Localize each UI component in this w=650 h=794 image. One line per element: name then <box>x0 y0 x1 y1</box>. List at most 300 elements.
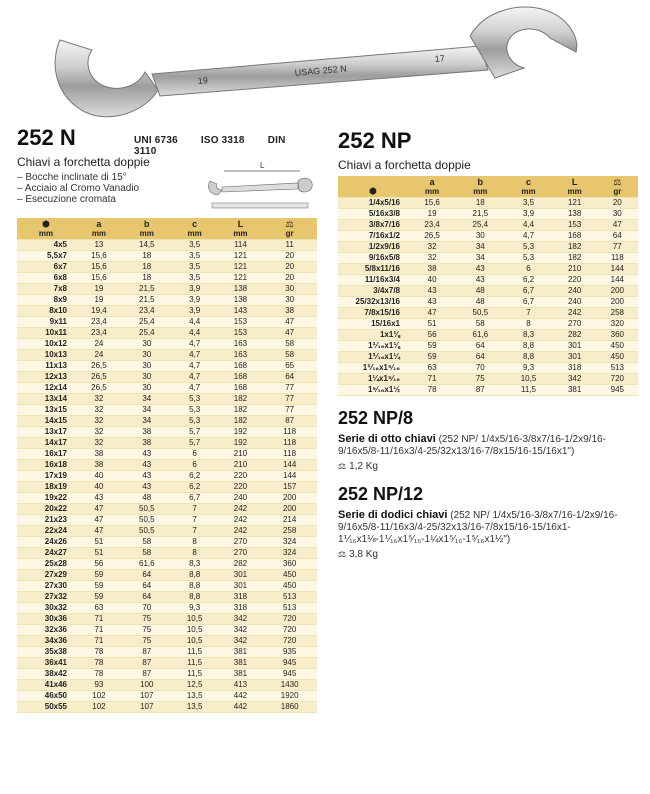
cell-weight: 945 <box>262 669 317 680</box>
cell-size: 6x7 <box>17 262 75 273</box>
cell-c: 11,5 <box>504 385 552 396</box>
col-weight-unit: gr <box>285 229 294 238</box>
cell-weight: 450 <box>597 352 638 363</box>
cell-length: 153 <box>553 220 597 231</box>
weight-icon: ⚖ <box>338 549 347 559</box>
cell-weight: 47 <box>262 328 317 339</box>
cell-size: 7/8x15/16 <box>338 308 408 319</box>
cell-size: 14x15 <box>17 416 75 427</box>
table-row <box>17 372 317 383</box>
cell-weight: 200 <box>597 286 638 297</box>
cell-length: 192 <box>219 427 263 438</box>
cell-weight: 157 <box>262 482 317 493</box>
cell-length: 182 <box>553 253 597 264</box>
cell-b: 87 <box>123 669 171 680</box>
cell-size: 10x11 <box>17 328 75 339</box>
cell-b: 58 <box>123 537 171 548</box>
cell-size: 1⅟₁₆x1⁵⁄₁₆ <box>338 363 408 374</box>
cell-a: 93 <box>75 680 123 691</box>
cell-c: 4,7 <box>171 361 219 372</box>
cell-size: 9x11 <box>17 317 75 328</box>
col-c-unit: mm <box>521 187 536 196</box>
inch-product-code: 252 NP <box>338 128 412 153</box>
cell-weight: 200 <box>262 493 317 504</box>
cell-size: 35x38 <box>17 647 75 658</box>
cell-size: 20x22 <box>17 504 75 515</box>
col-b-label: b <box>144 219 150 229</box>
cell-size: 30x32 <box>17 603 75 614</box>
cell-weight: 20 <box>597 198 638 209</box>
cell-length: 192 <box>219 438 263 449</box>
cell-b: 43 <box>456 264 504 275</box>
cell-b: 18 <box>123 262 171 273</box>
cell-length: 138 <box>219 284 263 295</box>
cell-length: 121 <box>219 262 263 273</box>
cell-c: 4,7 <box>171 383 219 394</box>
cell-size: 1¼x1⁵⁄₁₆ <box>338 374 408 385</box>
cell-weight: 324 <box>262 537 317 548</box>
cell-c: 4,7 <box>171 350 219 361</box>
cell-b: 25,4 <box>123 328 171 339</box>
cell-b: 43 <box>456 275 504 286</box>
cell-a: 26,5 <box>75 361 123 372</box>
cell-c: 4,4 <box>171 328 219 339</box>
cell-c: 6,7 <box>504 297 552 308</box>
cell-weight: 118 <box>262 427 317 438</box>
cell-length: 163 <box>219 350 263 361</box>
cell-b: 18 <box>456 198 504 209</box>
cell-a: 38 <box>75 449 123 460</box>
col-l-unit: mm <box>567 187 582 196</box>
col-b-unit: mm <box>473 187 488 196</box>
cell-a: 32 <box>75 416 123 427</box>
cell-c: 5,3 <box>171 405 219 416</box>
set-8-title: 252 NP/8 <box>338 408 414 428</box>
cell-c: 13,5 <box>171 702 219 713</box>
cell-length: 182 <box>219 394 263 405</box>
cell-c: 8,3 <box>171 559 219 570</box>
cell-a: 102 <box>75 702 123 713</box>
cell-b: 30 <box>123 372 171 383</box>
cell-length: 413 <box>219 680 263 691</box>
cell-weight: 1860 <box>262 702 317 713</box>
cell-c: 5,3 <box>504 253 552 264</box>
cell-c: 10,5 <box>171 625 219 636</box>
cell-size: 38x42 <box>17 669 75 680</box>
cell-weight: 11 <box>262 240 317 251</box>
cell-a: 32 <box>408 242 456 253</box>
col-c-label: c <box>192 219 198 229</box>
cell-size: 1⁵⁄₁₆x1½ <box>338 385 408 396</box>
cell-c: 10,5 <box>171 636 219 647</box>
cell-c: 3,9 <box>171 306 219 317</box>
cell-length: 318 <box>553 363 597 374</box>
wrench-dimension-diagram <box>202 157 317 217</box>
cell-size: 18x19 <box>17 482 75 493</box>
cell-size: 6x8 <box>17 273 75 284</box>
cell-length: 242 <box>553 308 597 319</box>
cell-a: 71 <box>75 614 123 625</box>
cell-weight: 87 <box>262 416 317 427</box>
cell-b: 50,5 <box>456 308 504 319</box>
cell-a: 23,4 <box>75 328 123 339</box>
cell-c: 8,8 <box>504 341 552 352</box>
cell-a: 56 <box>75 559 123 570</box>
table-row <box>338 330 638 341</box>
table-row <box>17 482 317 493</box>
cell-a: 15,6 <box>408 198 456 209</box>
cell-b: 43 <box>123 460 171 471</box>
cell-length: 240 <box>219 493 263 504</box>
cell-weight: 30 <box>262 284 317 295</box>
cell-length: 318 <box>219 592 263 603</box>
cell-weight: 58 <box>262 339 317 350</box>
cell-b: 43 <box>123 449 171 460</box>
cell-b: 50,5 <box>123 515 171 526</box>
cell-weight: 360 <box>597 330 638 341</box>
standard-din: DIN 3110 <box>134 135 286 157</box>
cell-c: 6,7 <box>504 286 552 297</box>
cell-a: 78 <box>75 669 123 680</box>
cell-a: 15,6 <box>75 273 123 284</box>
cell-length: 121 <box>219 273 263 284</box>
cell-c: 4,7 <box>504 231 552 242</box>
table-row <box>338 341 638 352</box>
cell-length: 182 <box>219 416 263 427</box>
set-12-weight-value: 3,8 Kg <box>349 549 378 560</box>
wrench-right-size: 17 <box>434 53 446 64</box>
product-code: 252 N <box>17 125 76 150</box>
cell-c: 5,3 <box>171 416 219 427</box>
cell-b: 34 <box>123 394 171 405</box>
cell-c: 8,8 <box>171 592 219 603</box>
cell-weight: 144 <box>597 275 638 286</box>
set-12-title: 252 NP/12 <box>338 484 424 504</box>
cell-weight: 64 <box>597 231 638 242</box>
cell-size: 1/2x9/16 <box>338 242 408 253</box>
table-row <box>338 253 638 264</box>
cell-b: 21,5 <box>456 209 504 220</box>
cell-c: 7 <box>171 515 219 526</box>
cell-c: 6,7 <box>171 493 219 504</box>
cell-length: 121 <box>219 251 263 262</box>
cell-size: 27x30 <box>17 581 75 592</box>
table-row <box>17 317 317 328</box>
cell-length: 342 <box>219 636 263 647</box>
cell-a: 71 <box>408 374 456 385</box>
cell-c: 13,5 <box>171 691 219 702</box>
cell-b: 34 <box>123 416 171 427</box>
cell-b: 21,5 <box>123 284 171 295</box>
table-row <box>338 363 638 374</box>
col-l-label: L <box>571 177 578 187</box>
cell-b: 48 <box>456 297 504 308</box>
set-12-description <box>338 509 638 546</box>
cell-a: 51 <box>75 537 123 548</box>
cell-size: 5/16x3/8 <box>338 209 408 220</box>
cell-c: 5,7 <box>171 427 219 438</box>
cell-size: 12x14 <box>17 383 75 394</box>
table-row <box>338 374 638 385</box>
table-row <box>17 394 317 405</box>
cell-size: 9/16x5/8 <box>338 253 408 264</box>
cell-weight: 360 <box>262 559 317 570</box>
cell-length: 282 <box>553 330 597 341</box>
cell-c: 3,5 <box>171 251 219 262</box>
cell-b: 64 <box>123 570 171 581</box>
table-row <box>17 691 317 702</box>
cell-c: 10,5 <box>171 614 219 625</box>
table-row <box>17 383 317 394</box>
cell-size: 10x12 <box>17 339 75 350</box>
cell-length: 301 <box>553 352 597 363</box>
table-row <box>17 251 317 262</box>
set-8-weight <box>338 461 638 472</box>
inch-table-body <box>338 198 638 396</box>
cell-size: 24x27 <box>17 548 75 559</box>
cell-b: 34 <box>456 242 504 253</box>
cell-c: 10,5 <box>504 374 552 385</box>
cell-weight: 77 <box>262 394 317 405</box>
table-row <box>17 515 317 526</box>
metric-section <box>17 125 317 711</box>
table-row <box>17 405 317 416</box>
cell-size: 41x46 <box>17 680 75 691</box>
cell-size: 16x18 <box>17 460 75 471</box>
cell-length: 301 <box>219 581 263 592</box>
cell-b: 64 <box>456 341 504 352</box>
cell-a: 78 <box>75 647 123 658</box>
cell-weight: 118 <box>262 449 317 460</box>
set-12-block <box>338 484 638 560</box>
cell-b: 75 <box>123 625 171 636</box>
cell-weight: 30 <box>262 295 317 306</box>
cell-c: 3,9 <box>171 284 219 295</box>
cell-length: 210 <box>219 460 263 471</box>
table-row <box>17 559 317 570</box>
set-8-description <box>338 433 638 458</box>
cell-c: 6,2 <box>504 275 552 286</box>
cell-a: 32 <box>75 438 123 449</box>
cell-a: 19 <box>75 284 123 295</box>
cell-length: 143 <box>219 306 263 317</box>
cell-b: 50,5 <box>123 504 171 515</box>
cell-c: 4,4 <box>171 317 219 328</box>
cell-length: 138 <box>553 209 597 220</box>
cell-weight: 450 <box>262 581 317 592</box>
table-row <box>17 702 317 713</box>
cell-a: 47 <box>75 504 123 515</box>
cell-size: 12x13 <box>17 372 75 383</box>
cell-b: 30 <box>123 339 171 350</box>
cell-c: 3,9 <box>504 209 552 220</box>
cell-a: 32 <box>408 253 456 264</box>
cell-length: 240 <box>553 286 597 297</box>
cell-length: 342 <box>219 614 263 625</box>
cell-size: 25x28 <box>17 559 75 570</box>
cell-weight: 77 <box>262 405 317 416</box>
set-8-weight-value: 1,2 Kg <box>349 461 378 472</box>
cell-a: 38 <box>408 264 456 275</box>
cell-c: 8,8 <box>171 581 219 592</box>
col-a-unit: mm <box>424 187 440 196</box>
cell-a: 19 <box>408 209 456 220</box>
cell-b: 38 <box>123 438 171 449</box>
cell-weight: 320 <box>597 319 638 330</box>
cell-length: 242 <box>219 526 263 537</box>
hex-nut-icon: ⬢ <box>42 219 50 229</box>
table-row <box>17 537 317 548</box>
cell-weight: 720 <box>262 625 317 636</box>
cell-b: 30 <box>123 361 171 372</box>
table-row <box>338 286 638 297</box>
cell-weight: 77 <box>597 242 638 253</box>
cell-length: 381 <box>219 647 263 658</box>
cell-c: 11,5 <box>171 658 219 669</box>
cell-length: 282 <box>219 559 263 570</box>
cell-a: 15,6 <box>75 251 123 262</box>
cell-size: 11x13 <box>17 361 75 372</box>
cell-weight: 47 <box>597 220 638 231</box>
weight-icon: ⚖ <box>338 461 347 471</box>
cell-b: 43 <box>123 471 171 482</box>
cell-c: 4,7 <box>171 372 219 383</box>
col-l-label: L <box>237 219 244 229</box>
cell-a: 71 <box>75 636 123 647</box>
cell-b: 61,6 <box>456 330 504 341</box>
cell-weight: 47 <box>262 317 317 328</box>
cell-b: 34 <box>123 405 171 416</box>
col-size-unit: mm <box>38 229 54 238</box>
cell-a: 59 <box>408 341 456 352</box>
set-12-desc-bold: Serie di dodici chiavi <box>338 509 448 521</box>
cell-b: 75 <box>123 614 171 625</box>
col-b-unit: mm <box>139 229 154 238</box>
cell-weight: 144 <box>262 460 317 471</box>
cell-b: 100 <box>123 680 171 691</box>
cell-length: 342 <box>553 374 597 385</box>
cell-a: 40 <box>75 471 123 482</box>
cell-b: 23,4 <box>123 306 171 317</box>
cell-a: 59 <box>408 352 456 363</box>
cell-weight: 720 <box>597 374 638 385</box>
cell-weight: 118 <box>597 253 638 264</box>
cell-weight: 30 <box>597 209 638 220</box>
table-row <box>338 242 638 253</box>
wrench-photo <box>40 0 600 125</box>
cell-weight: 1430 <box>262 680 317 691</box>
product-subtitle: Chiavi a forchetta doppie <box>17 155 150 169</box>
cell-b: 87 <box>456 385 504 396</box>
cell-size: 13x14 <box>17 394 75 405</box>
hex-nut-icon: ⬢ <box>369 186 377 196</box>
cell-size: 13x17 <box>17 427 75 438</box>
cell-size: 4x5 <box>17 240 75 251</box>
cell-b: 21,5 <box>123 295 171 306</box>
cell-size: 7/16x1/2 <box>338 231 408 242</box>
cell-weight: 38 <box>262 306 317 317</box>
cell-b: 25,4 <box>456 220 504 231</box>
cell-length: 210 <box>219 449 263 460</box>
cell-length: 138 <box>219 295 263 306</box>
cell-b: 70 <box>123 603 171 614</box>
table-row <box>17 306 317 317</box>
feature-item: – Bocche inclinate di 15° <box>17 172 317 183</box>
cell-weight: 144 <box>262 471 317 482</box>
cell-c: 8,3 <box>504 330 552 341</box>
table-row <box>17 350 317 361</box>
set-8-desc-rest: (252 NP/ 1/4x5/16-3/8x7/16-1/2x9/16-9/16x5/8-11/16x3/4-25/32x13/16-7/8x15/16-15/16x1") <box>338 434 606 457</box>
cell-b: 18 <box>123 273 171 284</box>
cell-b: 30 <box>123 350 171 361</box>
cell-c: 9,3 <box>171 603 219 614</box>
set-8-block <box>338 408 638 472</box>
cell-c: 3,5 <box>171 240 219 251</box>
cell-size: 8x10 <box>17 306 75 317</box>
cell-length: 168 <box>553 231 597 242</box>
cell-a: 59 <box>75 592 123 603</box>
cell-size: 3/4x7/8 <box>338 286 408 297</box>
table-row <box>17 449 317 460</box>
table-row <box>17 548 317 559</box>
cell-weight: 935 <box>262 647 317 658</box>
cell-b: 43 <box>123 482 171 493</box>
cell-length: 220 <box>553 275 597 286</box>
cell-b: 87 <box>123 658 171 669</box>
diagram-length-label: L <box>260 161 265 170</box>
cell-b: 34 <box>456 253 504 264</box>
table-row <box>17 647 317 658</box>
cell-size: 3/8x7/16 <box>338 220 408 231</box>
table-row <box>17 427 317 438</box>
table-row <box>17 262 317 273</box>
cell-b: 107 <box>123 702 171 713</box>
set-12-weight <box>338 549 638 560</box>
cell-weight: 513 <box>262 592 317 603</box>
cell-length: 442 <box>219 691 263 702</box>
cell-b: 48 <box>123 493 171 504</box>
weight-icon: ⚖ <box>285 219 294 229</box>
cell-a: 32 <box>75 394 123 405</box>
wrench-left-size: 19 <box>197 75 209 86</box>
cell-length: 220 <box>219 482 263 493</box>
table-row <box>17 680 317 691</box>
table-row <box>338 319 638 330</box>
set-8-desc-bold: Serie di otto chiavi <box>338 433 436 445</box>
table-row <box>17 284 317 295</box>
table-row <box>17 592 317 603</box>
weight-icon: ⚖ <box>613 177 622 187</box>
cell-a: 43 <box>75 493 123 504</box>
cell-length: 153 <box>219 328 263 339</box>
table-row <box>17 416 317 427</box>
cell-size: 34x36 <box>17 636 75 647</box>
cell-size: 1⅟₁₆x1¼ <box>338 352 408 363</box>
cell-c: 6 <box>171 460 219 471</box>
cell-c: 8,8 <box>171 570 219 581</box>
wrench-brand-stamp: USAG 252 N <box>294 63 348 78</box>
cell-size: 1⅟₁₆x1⅛ <box>338 341 408 352</box>
cell-weight: 324 <box>262 548 317 559</box>
cell-size: 36x41 <box>17 658 75 669</box>
cell-b: 18 <box>123 251 171 262</box>
cell-c: 3,5 <box>504 198 552 209</box>
cell-size: 8x9 <box>17 295 75 306</box>
cell-c: 7 <box>171 504 219 515</box>
inch-product-subtitle: Chiavi a forchetta doppie <box>338 158 471 172</box>
cell-b: 30 <box>123 383 171 394</box>
cell-size: 1/4x5/16 <box>338 198 408 209</box>
